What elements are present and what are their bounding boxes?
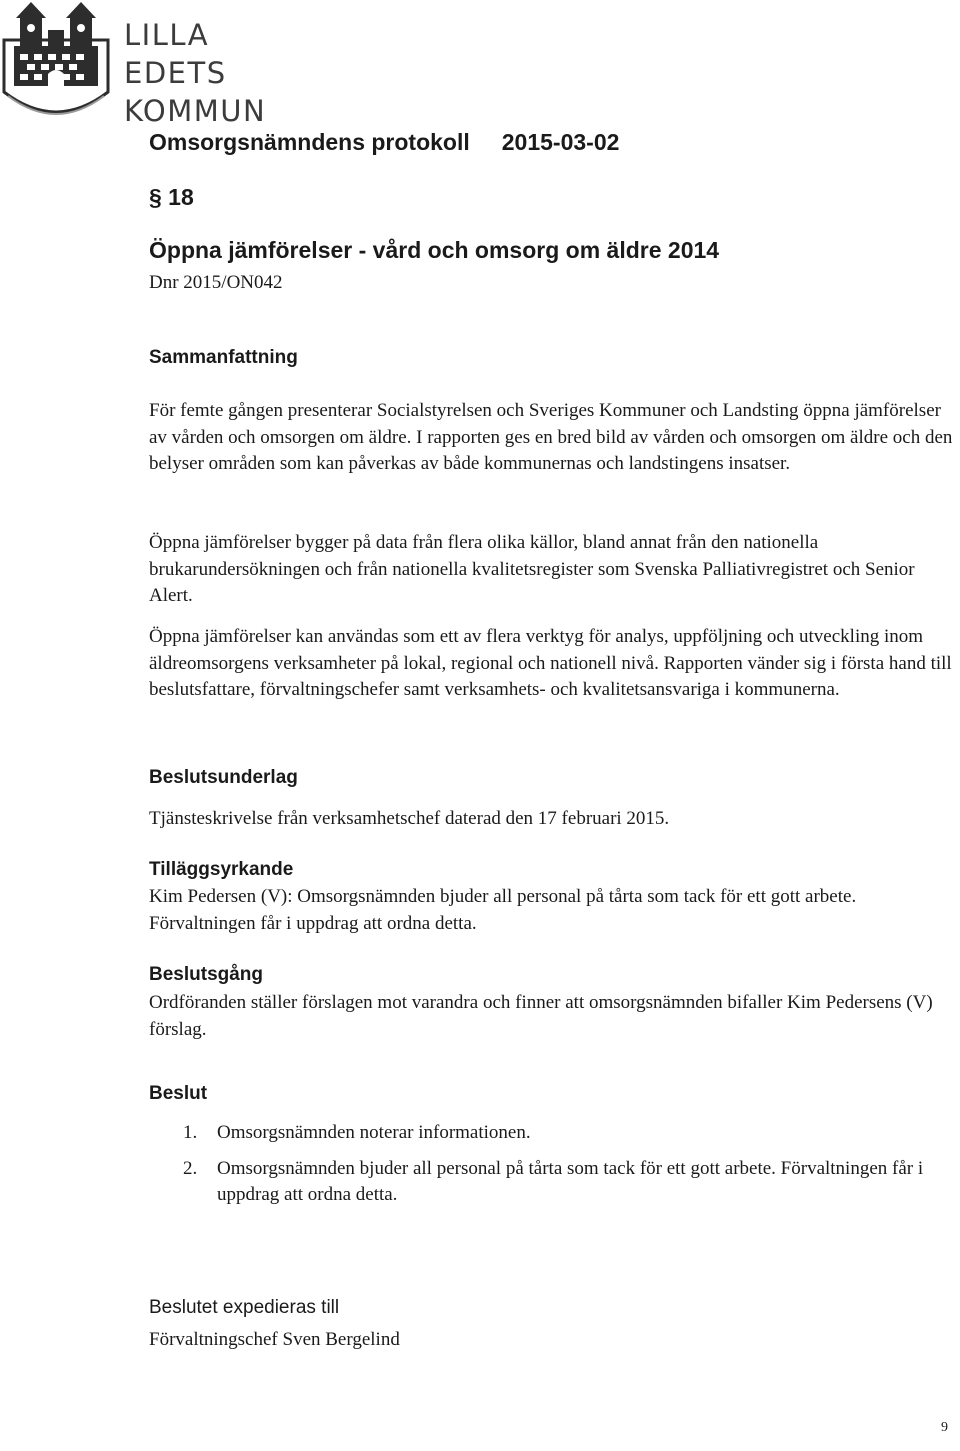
- sammanfattning-paragraph-3: Öppna jämförelser kan användas som ett av flera verktyg för analys, uppföljning och utveckling inom äldreomsorgens verksamheter på lokal, regional och nationell nivå. Rapporten vänder sig i första hand till beslutsfattare, förvaltningschefer samt verksamhets- och kvalitetsansvariga i kommunerna.: [149, 626, 952, 700]
- protocol-title: Omsorgsnämndens protokoll: [149, 129, 470, 155]
- beslut-item-number: 2.: [183, 1157, 198, 1179]
- municipality-logo: [0, 0, 300, 128]
- protocol-title-line: [149, 128, 619, 156]
- tillaggsyrkande-heading: Tilläggsyrkande: [149, 859, 294, 880]
- item-heading: Öppna jämförelser - vård och omsorg om äldre 2014: [149, 237, 720, 263]
- page-number: 9: [941, 1420, 948, 1435]
- protocol-date: 2015-03-02: [501, 129, 620, 155]
- beslutsgang-text: Ordföranden ställer förslagen mot varandra och finner att omsorgsnämnden bifaller Kim Pedersens (V) förslag.: [149, 992, 933, 1040]
- beslutsgang-heading: Beslutsgång: [149, 964, 264, 985]
- logo-line-2: KOMMUN: [124, 94, 267, 128]
- logo-wordmark: [124, 16, 300, 130]
- dnr: Dnr 2015/ON042: [149, 272, 283, 293]
- beslut-item-text: Omsorgsnämnden noterar informationen.: [217, 1122, 531, 1143]
- beslut-item-number: 1.: [183, 1122, 198, 1143]
- sammanfattning-paragraph-1: För femte gången presenterar Socialstyrelsen och Sveriges Kommuner och Landsting öppna jämförelser av vården och omsorgen om äldre. I rapporten ges en bred bild av vården och omsorgen om äldre och den belyser områden som kan påverkas av både kommunernas och landstingens insatser.: [149, 400, 953, 474]
- tillaggsyrkande-text: Kim Pedersen (V): Omsorgsnämnden bjuder all personal på tårta som tack för ett gott arbete. Förvaltningen får i uppdrag att ordna detta.: [149, 886, 857, 934]
- paragraph-number: § 18: [149, 184, 194, 210]
- sammanfattning-paragraph-2: Öppna jämförelser bygger på data från flera olika källor, bland annat från den nationella brukarundersökningen och från nationella kvalitetsregister som Svenska Palliativregistret och Senior Alert.: [149, 532, 915, 606]
- beslut-item-1: [149, 1120, 949, 1147]
- expedieras-text: Förvaltningschef Sven Bergelind: [149, 1329, 400, 1350]
- beslut-list: [149, 1120, 949, 1218]
- beslut-item-text: Omsorgsnämnden bjuder all personal på tårta som tack för ett gott arbete. Förvaltningen får i uppdrag att ordna detta.: [217, 1157, 924, 1205]
- beslutsunderlag-text: Tjänsteskrivelse från verksamhetschef daterad den 17 februari 2015.: [149, 808, 670, 829]
- beslut-heading: Beslut: [149, 1083, 208, 1104]
- sammanfattning-heading: Sammanfattning: [149, 347, 298, 368]
- expedieras-heading: Beslutet expedieras till: [149, 1297, 340, 1318]
- beslutsunderlag-heading: Beslutsunderlag: [149, 767, 298, 788]
- logo-line-1: LILLA EDETS: [124, 18, 227, 90]
- coat-of-arms-icon: [0, 0, 112, 120]
- beslut-item-2: [149, 1156, 949, 1209]
